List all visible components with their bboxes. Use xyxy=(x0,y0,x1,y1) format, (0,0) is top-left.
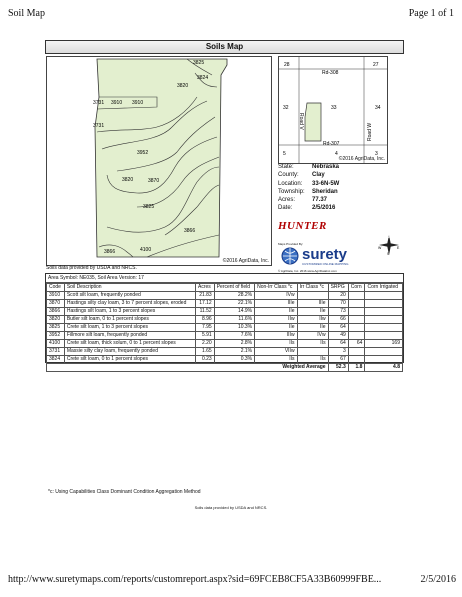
cell xyxy=(365,356,403,364)
surety-word: surety xyxy=(302,246,348,263)
weighted-average-row xyxy=(47,364,403,372)
cell: 3820 xyxy=(47,316,65,324)
weighted-corn-irrigated: 4.8 xyxy=(365,364,403,372)
loc-label: Rd-308 xyxy=(322,70,339,76)
cell: 14.9% xyxy=(214,308,254,316)
weighted-average-label: Weighted Average xyxy=(47,364,329,372)
cell xyxy=(348,308,365,316)
locator-copyright: ©2016 AgriData, Inc. xyxy=(338,156,385,162)
cell xyxy=(365,324,403,332)
info-key: State: xyxy=(278,164,294,170)
footnote: *c: Using Capabilities Class Dominant Condition Aggregation Method xyxy=(48,489,201,495)
cell: 70 xyxy=(328,300,348,308)
cell: 0.3% xyxy=(214,356,254,364)
cell: 2.20 xyxy=(196,340,215,348)
loc-label: 3 xyxy=(375,151,378,157)
map-label: 3824 xyxy=(197,75,209,81)
loc-road-label: Road W xyxy=(367,122,373,141)
cell: 28.2% xyxy=(214,292,254,300)
table-row xyxy=(47,300,403,308)
cell xyxy=(348,332,365,340)
cell: IIs xyxy=(255,356,297,364)
compass-rose-icon xyxy=(378,234,400,256)
compass-e: E xyxy=(397,246,400,250)
soils-map xyxy=(46,56,272,266)
table-row xyxy=(47,340,403,348)
cell: Fillmore silt loam, frequently ponded xyxy=(64,332,195,340)
cell xyxy=(365,308,403,316)
cell: 2.8% xyxy=(214,340,254,348)
surety-globe-icon xyxy=(280,247,300,265)
cell: Crete silt loam, 0 to 1 percent slopes xyxy=(64,356,195,364)
cell: Crete silt loam, 1 to 3 percent slopes xyxy=(64,324,195,332)
map-label: 3731 xyxy=(93,123,105,129)
info-value: 2/5/2016 xyxy=(312,205,336,212)
cell: IIe xyxy=(255,324,297,332)
loc-label: 32 xyxy=(283,105,289,111)
cell: 22.1% xyxy=(214,300,254,308)
info-value: Clay xyxy=(312,172,325,179)
cell: 17.12 xyxy=(196,300,215,308)
soils-map-drawing xyxy=(47,57,271,265)
cell: 3825 xyxy=(47,324,65,332)
loc-label: 28 xyxy=(284,62,290,68)
col-header: Corn xyxy=(348,284,365,292)
cell: IIIe xyxy=(297,300,328,308)
cell: IVw xyxy=(255,292,297,300)
compass-w: W xyxy=(378,246,382,250)
cell: 7.95 xyxy=(196,324,215,332)
loc-label: 34 xyxy=(375,105,381,111)
table-row xyxy=(47,316,403,324)
field-info xyxy=(278,163,339,213)
cell: 10.3% xyxy=(214,324,254,332)
cell: Scott silt loam, frequently ponded xyxy=(64,292,195,300)
col-header: Acres xyxy=(196,284,215,292)
cell: 0.23 xyxy=(196,356,215,364)
cell: Hastings silty clay loam, 3 to 7 percent slopes, eroded xyxy=(64,300,195,308)
locator-map xyxy=(278,56,388,164)
info-key: County: xyxy=(278,172,299,179)
map-label: 3910 xyxy=(132,100,144,106)
cell xyxy=(297,292,328,300)
cell: 20 xyxy=(328,292,348,300)
cell: IIIe xyxy=(255,300,297,308)
table-row xyxy=(47,292,403,300)
cell: 3910 xyxy=(47,292,65,300)
page-number: Page 1 of 1 xyxy=(408,8,454,19)
cell xyxy=(348,324,365,332)
map-label: 3820 xyxy=(177,83,189,89)
area-symbol: Area Symbol: NE035, Soil Area Version: 17 xyxy=(46,274,403,283)
col-header: Corn Irrigated xyxy=(365,284,403,292)
map-label: 3825 xyxy=(193,60,205,66)
map-label: 3870 xyxy=(148,178,160,184)
map-label: 3731 xyxy=(93,100,105,106)
cell: 1.65 xyxy=(196,348,215,356)
info-key: Date: xyxy=(278,205,293,212)
cell xyxy=(365,332,403,340)
table-header-row xyxy=(47,284,403,292)
map-label: 3866 xyxy=(104,249,116,255)
cell: 67 xyxy=(328,356,348,364)
cell: IIe xyxy=(297,324,328,332)
col-header: Irr Class *c xyxy=(297,284,328,292)
table-row xyxy=(47,348,403,356)
info-key: Township: xyxy=(278,188,305,195)
cell xyxy=(348,348,365,356)
col-header: Percent of field xyxy=(214,284,254,292)
info-key: Location: xyxy=(278,180,303,187)
map-copyright: ©2016 AgriData, Inc. xyxy=(222,258,269,264)
table-row xyxy=(47,332,403,340)
cell: 49 xyxy=(328,332,348,340)
map-label: 3910 xyxy=(111,100,123,106)
surety-tagline: CUSTOMIZED ONLINE MAPPING xyxy=(302,262,349,266)
cell: 11.52 xyxy=(196,308,215,316)
loc-road-label: Road V xyxy=(298,113,304,130)
cell: 11.6% xyxy=(214,316,254,324)
cell: 5.91 xyxy=(196,332,215,340)
cell: IIw xyxy=(255,316,297,324)
cell: 73 xyxy=(328,308,348,316)
soil-table-container xyxy=(45,273,404,370)
cell: Massie silty clay loam, frequently ponded xyxy=(64,348,195,356)
cell: IIs xyxy=(297,356,328,364)
cell: 4100 xyxy=(47,340,65,348)
cell: Butler silt loam, 0 to 1 percent slopes xyxy=(64,316,195,324)
table-row xyxy=(47,356,403,364)
cell: 8.96 xyxy=(196,316,215,324)
weighted-srpg: 52.3 xyxy=(328,364,348,372)
cell: 3824 xyxy=(47,356,65,364)
cell: 3 xyxy=(328,348,348,356)
cell xyxy=(365,292,403,300)
print-date: 2/5/2016 xyxy=(420,574,456,585)
cell: 3870 xyxy=(47,300,65,308)
info-key: Acres: xyxy=(278,197,296,204)
bottom-source: Soils data provided by USDA and NRCS. xyxy=(194,505,268,510)
info-value: Sheridan xyxy=(312,188,338,195)
cell: 64 xyxy=(348,340,365,348)
cell: 21.83 xyxy=(196,292,215,300)
report-title: Soils Map xyxy=(45,40,404,54)
cell: 3731 xyxy=(47,348,65,356)
cell: 3866 xyxy=(47,308,65,316)
locator-map-drawing xyxy=(279,57,387,163)
loc-label: 5 xyxy=(283,151,286,157)
cell: IIs xyxy=(297,340,328,348)
cell xyxy=(348,356,365,364)
surety-logo xyxy=(278,242,378,273)
cell: 3952 xyxy=(47,332,65,340)
weighted-corn: 1.8 xyxy=(348,364,365,372)
compass-n: N xyxy=(387,235,390,239)
map-label: 3825 xyxy=(143,204,155,210)
map-label: 4100 xyxy=(140,247,152,253)
map-label: 3952 xyxy=(137,150,149,156)
loc-label: Rd-307 xyxy=(323,141,340,147)
cell: 2.1% xyxy=(214,348,254,356)
surety-footer: © AgriData, Inc. 2016 www.AgriDataInc.com xyxy=(278,269,337,273)
col-header: Code xyxy=(47,284,65,292)
info-value: Nebraska xyxy=(312,164,340,170)
cell xyxy=(365,316,403,324)
col-header: SRPG xyxy=(328,284,348,292)
cell: IIe xyxy=(297,308,328,316)
cell xyxy=(348,292,365,300)
cell xyxy=(297,348,328,356)
cell: IIs xyxy=(255,340,297,348)
col-header: Soil Description xyxy=(64,284,195,292)
cell xyxy=(348,316,365,324)
map-label: 3866 xyxy=(184,228,196,234)
cell: IVw xyxy=(297,332,328,340)
cell: Hastings silt loam, 1 to 3 percent slopes xyxy=(64,308,195,316)
cell xyxy=(365,300,403,308)
loc-label: 27 xyxy=(373,62,379,68)
cell: IIe xyxy=(255,308,297,316)
cell: VIIw xyxy=(255,348,297,356)
map-source: Soils data provided by USDA and NRCS. xyxy=(46,265,137,271)
info-value: 33-6N-5W xyxy=(312,180,340,187)
page-url: http://www.suretymaps.com/reports/customreport.aspx?sid=69FCEB8CF5A33B60999FBE... xyxy=(8,574,382,585)
cell xyxy=(365,348,403,356)
col-header: Non-Irr Class *c xyxy=(255,284,297,292)
browser-title: Soil Map xyxy=(8,8,45,19)
cell: IIw xyxy=(297,316,328,324)
cell: 64 xyxy=(328,340,348,348)
loc-label: 4 xyxy=(335,151,338,157)
cell: Crete silt loam, thick solum, 0 to 1 percent slopes xyxy=(64,340,195,348)
loc-label: 33 xyxy=(331,105,337,111)
cell: 66 xyxy=(328,316,348,324)
cell: 64 xyxy=(328,324,348,332)
soil-table xyxy=(46,283,403,372)
table-row xyxy=(47,324,403,332)
cell: IIIw xyxy=(255,332,297,340)
info-value: 77.37 xyxy=(312,197,328,204)
compass-s: S xyxy=(387,252,390,256)
cell xyxy=(348,300,365,308)
cell: 7.6% xyxy=(214,332,254,340)
map-label: 3820 xyxy=(122,177,134,183)
table-row xyxy=(47,308,403,316)
surety-provided-by: Maps Provided By: xyxy=(278,242,304,246)
cell: 169 xyxy=(365,340,403,348)
hunter-logo: HUNTER xyxy=(278,220,327,232)
